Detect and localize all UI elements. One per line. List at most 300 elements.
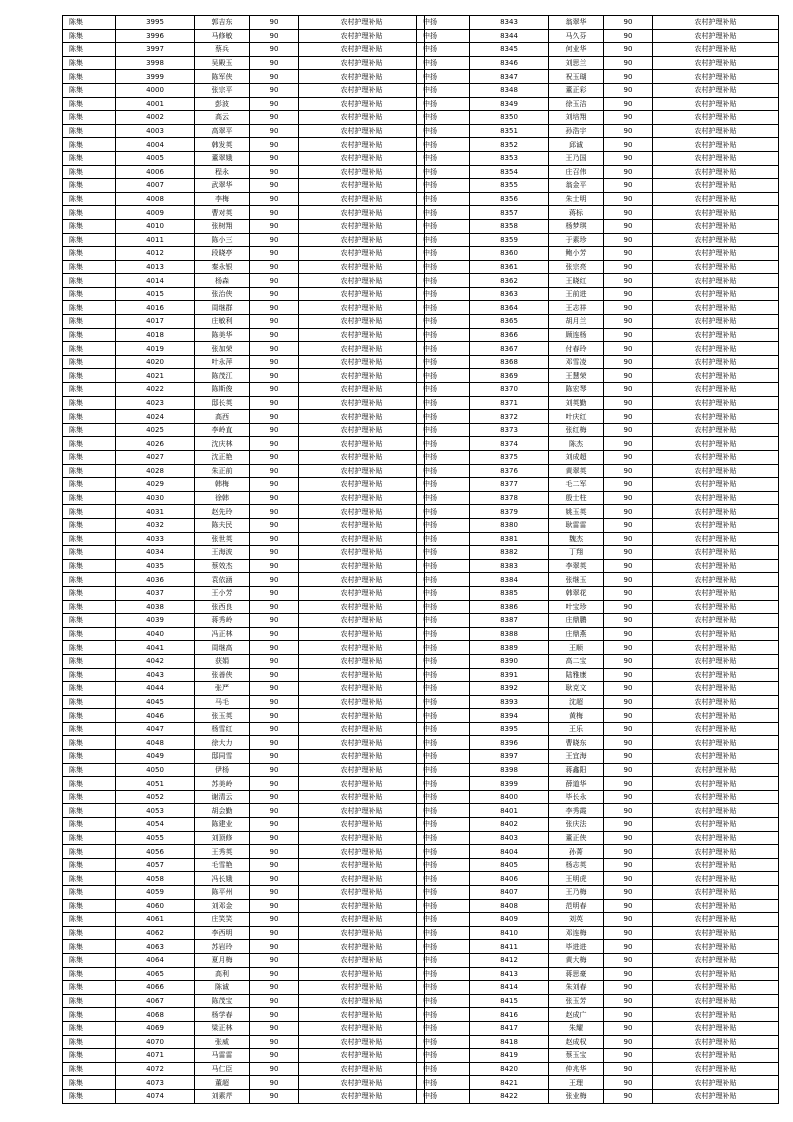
cell-id: 3999 [116,70,195,84]
cell-amount: 90 [604,994,653,1008]
cell-town: 陈集 [63,43,116,57]
cell-name: 朱刘春 [549,981,604,995]
cell-name: 陈诚 [195,981,250,995]
cell-id: 4004 [116,138,195,152]
cell-town: 陈集 [63,940,116,954]
cell-type: 农村护理补贴 [653,1035,779,1049]
cell-id: 4031 [116,505,195,519]
cell-name: 谢清云 [195,790,250,804]
table-row [63,369,425,383]
table-row [417,97,779,111]
cell-type: 农村护理补贴 [653,206,779,220]
cell-id: 4051 [116,777,195,791]
table-row [63,111,425,125]
table-row [417,383,779,397]
cell-town: 中扬 [417,682,470,696]
cell-type: 农村护理补贴 [299,777,425,791]
cell-type: 农村护理补贴 [299,179,425,193]
cell-id: 8422 [470,1089,549,1103]
table-row [63,546,425,560]
cell-amount: 90 [250,872,299,886]
cell-type: 农村护理补贴 [653,287,779,301]
cell-amount: 90 [604,383,653,397]
cell-id: 4058 [116,872,195,886]
cell-name: 庄敏利 [195,315,250,329]
cell-amount: 90 [250,614,299,628]
cell-amount: 90 [250,1035,299,1049]
table-row [63,790,425,804]
cell-id: 8373 [470,423,549,437]
cell-amount: 90 [604,1062,653,1076]
cell-town: 陈集 [63,586,116,600]
cell-type: 农村护理补贴 [299,872,425,886]
cell-amount: 90 [250,369,299,383]
cell-id: 4039 [116,614,195,628]
cell-id: 4005 [116,151,195,165]
cell-id: 3997 [116,43,195,57]
cell-name: 武翠华 [195,179,250,193]
cell-amount: 90 [250,56,299,70]
cell-amount: 90 [604,247,653,261]
cell-amount: 90 [250,301,299,315]
cell-town: 中扬 [417,274,470,288]
cell-id: 8360 [470,247,549,261]
cell-amount: 90 [604,43,653,57]
cell-type: 农村护理补贴 [299,369,425,383]
cell-type: 农村护理补贴 [299,192,425,206]
cell-name: 高利 [195,967,250,981]
cell-amount: 90 [250,668,299,682]
cell-town: 中扬 [417,641,470,655]
cell-name: 蔡兵 [195,43,250,57]
cell-id: 4057 [116,858,195,872]
cell-name: 庄召伟 [549,165,604,179]
cell-town: 陈集 [63,546,116,560]
cell-town: 陈集 [63,913,116,927]
cell-type: 农村护理补贴 [299,845,425,859]
cell-name: 张加荣 [195,342,250,356]
cell-town: 陈集 [63,1076,116,1090]
cell-name: 韩翠花 [549,586,604,600]
table-row [417,355,779,369]
cell-name: 张树翔 [195,219,250,233]
cell-name: 梁正林 [195,1021,250,1035]
cell-type: 农村护理补贴 [299,967,425,981]
cell-amount: 90 [604,777,653,791]
cell-amount: 90 [604,369,653,383]
cell-amount: 90 [604,165,653,179]
cell-name: 蒋鑫阳 [549,763,604,777]
cell-town: 中扬 [417,818,470,832]
cell-id: 8365 [470,315,549,329]
cell-type: 农村护理补贴 [299,355,425,369]
cell-id: 4073 [116,1076,195,1090]
cell-town: 陈集 [63,219,116,233]
cell-amount: 90 [250,1062,299,1076]
cell-town: 中扬 [417,586,470,600]
table-row [417,56,779,70]
cell-id: 4070 [116,1035,195,1049]
cell-type: 农村护理补贴 [653,1089,779,1103]
cell-id: 4050 [116,763,195,777]
cell-amount: 90 [250,641,299,655]
cell-town: 中扬 [417,83,470,97]
cell-town: 中扬 [417,614,470,628]
cell-name: 叶宝珍 [549,600,604,614]
cell-amount: 90 [250,845,299,859]
cell-id: 8399 [470,777,549,791]
cell-type: 农村护理补贴 [299,886,425,900]
cell-name: 王志祥 [549,301,604,315]
cell-town: 中扬 [417,722,470,736]
cell-type: 农村护理补贴 [299,233,425,247]
cell-town: 中扬 [417,790,470,804]
table-row [63,913,425,927]
cell-type: 农村护理补贴 [653,940,779,954]
table-row [417,627,779,641]
cell-amount: 90 [604,804,653,818]
table-row [63,301,425,315]
cell-town: 陈集 [63,790,116,804]
cell-amount: 90 [604,831,653,845]
cell-id: 4033 [116,532,195,546]
cell-id: 4069 [116,1021,195,1035]
cell-town: 陈集 [63,138,116,152]
cell-id: 4009 [116,206,195,220]
cell-amount: 90 [604,559,653,573]
table-row [63,247,425,261]
cell-id: 8389 [470,641,549,655]
table-row [63,219,425,233]
cell-name: 王秀英 [195,845,250,859]
cell-town: 陈集 [63,831,116,845]
cell-amount: 90 [250,1021,299,1035]
cell-type: 农村护理补贴 [299,940,425,954]
cell-id: 8375 [470,451,549,465]
cell-town: 陈集 [63,192,116,206]
cell-town: 陈集 [63,1021,116,1035]
cell-id: 8354 [470,165,549,179]
cell-town: 陈集 [63,953,116,967]
cell-amount: 90 [604,899,653,913]
cell-id: 8420 [470,1062,549,1076]
cell-amount: 90 [604,315,653,329]
table-row [63,831,425,845]
cell-type: 农村护理补贴 [653,573,779,587]
cell-town: 陈集 [63,16,116,30]
cell-amount: 90 [250,70,299,84]
table-row [63,206,425,220]
cell-id: 8359 [470,233,549,247]
cell-id: 4065 [116,967,195,981]
cell-id: 8415 [470,994,549,1008]
cell-town: 中扬 [417,532,470,546]
table-row [417,410,779,424]
cell-type: 农村护理补贴 [653,709,779,723]
cell-name: 王宜海 [549,750,604,764]
cell-id: 8376 [470,464,549,478]
cell-name: 蒋秀岭 [195,614,250,628]
cell-name: 毛二军 [549,478,604,492]
table-row [63,151,425,165]
cell-type: 农村护理补贴 [653,750,779,764]
cell-type: 农村护理补贴 [299,981,425,995]
cell-type: 农村护理补贴 [653,111,779,125]
cell-name: 胡会勤 [195,804,250,818]
table-row [63,614,425,628]
cell-town: 陈集 [63,233,116,247]
cell-type: 农村护理补贴 [653,641,779,655]
cell-name: 马修敏 [195,29,250,43]
cell-name: 董翠娥 [195,151,250,165]
cell-type: 农村护理补贴 [299,1062,425,1076]
cell-id: 4015 [116,287,195,301]
cell-name: 赵成广 [549,1008,604,1022]
cell-amount: 90 [604,845,653,859]
cell-type: 农村护理补贴 [299,913,425,927]
cell-name: 杨志英 [549,858,604,872]
cell-amount: 90 [250,396,299,410]
table-row [63,1062,425,1076]
cell-town: 中扬 [417,627,470,641]
cell-town: 中扬 [417,546,470,560]
cell-amount: 90 [250,111,299,125]
cell-amount: 90 [250,165,299,179]
cell-id: 4012 [116,247,195,261]
cell-type: 农村护理补贴 [299,926,425,940]
cell-type: 农村护理补贴 [299,451,425,465]
cell-town: 中扬 [417,858,470,872]
cell-name: 蒋标 [549,206,604,220]
cell-name: 张西良 [195,600,250,614]
cell-amount: 90 [604,1049,653,1063]
table-row [63,1089,425,1103]
cell-town: 陈集 [63,56,116,70]
cell-name: 徐大力 [195,736,250,750]
cell-type: 农村护理补贴 [299,899,425,913]
cell-town: 中扬 [417,600,470,614]
cell-name: 陈茂江 [195,369,250,383]
cell-type: 农村护理补贴 [299,219,425,233]
table-row [417,274,779,288]
cell-amount: 90 [604,573,653,587]
table-row [417,804,779,818]
cell-type: 农村护理补贴 [299,994,425,1008]
table-row [63,328,425,342]
cell-name: 郭吉东 [195,16,250,30]
cell-type: 农村护理补贴 [653,491,779,505]
cell-name: 杨森 [195,274,250,288]
cell-amount: 90 [604,233,653,247]
table-row [63,722,425,736]
cell-id: 8364 [470,301,549,315]
cell-amount: 90 [604,355,653,369]
cell-name: 邓雪凌 [549,355,604,369]
cell-amount: 90 [604,328,653,342]
cell-amount: 90 [250,138,299,152]
cell-id: 4019 [116,342,195,356]
cell-type: 农村护理补贴 [299,328,425,342]
cell-town: 陈集 [63,872,116,886]
cell-type: 农村护理补贴 [653,437,779,451]
table-row [417,437,779,451]
table-row [63,709,425,723]
table-row [63,1049,425,1063]
table-row [417,953,779,967]
cell-id: 8413 [470,967,549,981]
cell-town: 陈集 [63,804,116,818]
cell-name: 王理 [549,1076,604,1090]
cell-type: 农村护理补贴 [653,1008,779,1022]
cell-type: 农村护理补贴 [653,804,779,818]
table-row [63,953,425,967]
table-row [63,1021,425,1035]
cell-type: 农村护理补贴 [653,790,779,804]
cell-id: 4041 [116,641,195,655]
cell-id: 8369 [470,369,549,383]
table-row [63,97,425,111]
cell-amount: 90 [250,83,299,97]
cell-amount: 90 [604,151,653,165]
cell-amount: 90 [250,940,299,954]
cell-amount: 90 [604,342,653,356]
cell-name: 李秀霞 [549,804,604,818]
cell-type: 农村护理补贴 [653,43,779,57]
cell-id: 4066 [116,981,195,995]
cell-town: 中扬 [417,1062,470,1076]
table-row [63,383,425,397]
cell-name: 张威 [195,1035,250,1049]
cell-name: 沈正艳 [195,451,250,465]
table-row [417,600,779,614]
table-row [417,43,779,57]
cell-id: 8392 [470,682,549,696]
cell-id: 8396 [470,736,549,750]
cell-amount: 90 [250,1089,299,1103]
table-row [417,1089,779,1103]
cell-id: 4034 [116,546,195,560]
cell-type: 农村护理补贴 [653,818,779,832]
cell-town: 陈集 [63,97,116,111]
cell-id: 4000 [116,83,195,97]
cell-town: 陈集 [63,736,116,750]
cell-town: 陈集 [63,559,116,573]
table-row [417,260,779,274]
table-row [63,192,425,206]
cell-id: 3998 [116,56,195,70]
table-row [63,505,425,519]
cell-name: 刘思兰 [549,56,604,70]
cell-town: 陈集 [63,260,116,274]
cell-town: 陈集 [63,29,116,43]
cell-amount: 90 [250,383,299,397]
cell-amount: 90 [604,546,653,560]
cell-type: 农村护理补贴 [653,97,779,111]
table-row [417,641,779,655]
cell-id: 8400 [470,790,549,804]
cell-id: 8374 [470,437,549,451]
table-row [417,818,779,832]
cell-amount: 90 [604,654,653,668]
table-row [417,16,779,30]
table-row [417,206,779,220]
cell-town: 中扬 [417,111,470,125]
cell-name: 耿克文 [549,682,604,696]
cell-id: 4030 [116,491,195,505]
table-row [417,1076,779,1090]
table-row [417,913,779,927]
table-row [417,518,779,532]
cell-amount: 90 [250,315,299,329]
cell-town: 陈集 [63,151,116,165]
cell-name: 获娟 [195,654,250,668]
cell-name: 徐玉洁 [549,97,604,111]
cell-town: 中扬 [417,926,470,940]
table-row [417,301,779,315]
table-row [417,777,779,791]
table-row [63,355,425,369]
cell-town: 中扬 [417,913,470,927]
cell-id: 8384 [470,573,549,587]
cell-town: 中扬 [417,165,470,179]
cell-id: 8381 [470,532,549,546]
cell-id: 4042 [116,654,195,668]
cell-amount: 90 [604,219,653,233]
cell-type: 农村护理补贴 [299,111,425,125]
cell-town: 中扬 [417,315,470,329]
cell-id: 3995 [116,16,195,30]
cell-amount: 90 [604,206,653,220]
cell-town: 中扬 [417,736,470,750]
cell-name: 张善侠 [195,668,250,682]
cell-town: 陈集 [63,410,116,424]
cell-town: 陈集 [63,981,116,995]
cell-type: 农村护理补贴 [653,967,779,981]
cell-id: 8368 [470,355,549,369]
cell-type: 农村护理补贴 [653,926,779,940]
cell-type: 农村护理补贴 [299,573,425,587]
cell-id: 8408 [470,899,549,913]
table-row [417,70,779,84]
cell-type: 农村护理补贴 [299,627,425,641]
cell-type: 农村护理补贴 [653,451,779,465]
cell-name: 李梅 [195,192,250,206]
cell-id: 8412 [470,953,549,967]
cell-town: 中扬 [417,1021,470,1035]
cell-id: 8347 [470,70,549,84]
cell-type: 农村护理补贴 [653,1049,779,1063]
cell-name: 夏月梅 [195,953,250,967]
cell-id: 8407 [470,886,549,900]
cell-town: 陈集 [63,777,116,791]
cell-town: 中扬 [417,124,470,138]
cell-name: 陈夫民 [195,518,250,532]
cell-type: 农村护理补贴 [653,736,779,750]
table-row [63,491,425,505]
table-row [417,926,779,940]
cell-town: 中扬 [417,1035,470,1049]
cell-name: 杨学春 [195,1008,250,1022]
cell-type: 农村护理补贴 [299,410,425,424]
cell-name: 王乃国 [549,151,604,165]
table-row [63,410,425,424]
table-row [63,858,425,872]
cell-town: 陈集 [63,342,116,356]
cell-type: 农村护理补贴 [299,1049,425,1063]
cell-town: 中扬 [417,247,470,261]
cell-name: 杨梦琪 [549,219,604,233]
cell-amount: 90 [604,668,653,682]
